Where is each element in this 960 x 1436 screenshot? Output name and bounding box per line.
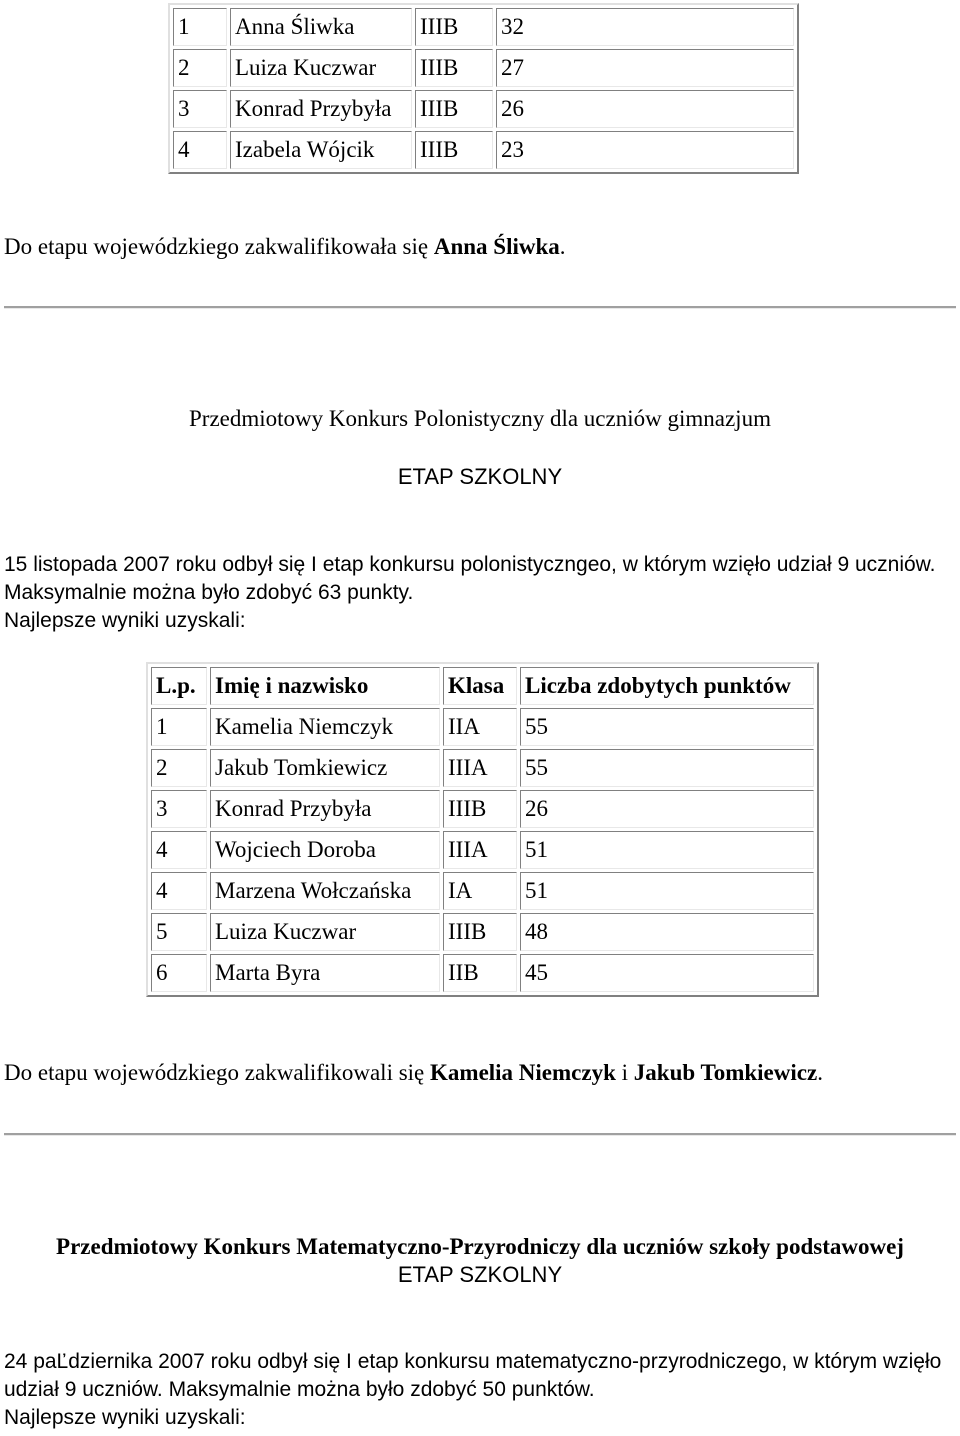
class-cell: IIIA bbox=[443, 749, 517, 787]
table-row bbox=[151, 790, 814, 828]
qualified-name-2: Jakub Tomkiewicz bbox=[633, 1060, 818, 1085]
divider-2 bbox=[4, 1133, 956, 1136]
header-class-cell: Klasa bbox=[443, 667, 517, 705]
class-cell: IIIB bbox=[415, 8, 493, 46]
name-cell: Konrad Przybyła bbox=[230, 90, 412, 128]
results-table-section1 bbox=[146, 662, 819, 997]
qualification-suffix: . bbox=[559, 234, 566, 259]
section1-qualification bbox=[4, 1059, 956, 1087]
name-cell: Marzena Wołczańska bbox=[210, 872, 440, 910]
rank-cell: 1 bbox=[173, 8, 227, 46]
points-cell: 55 bbox=[520, 749, 814, 787]
class-cell: IIIB bbox=[415, 131, 493, 169]
rank-cell: 2 bbox=[173, 49, 227, 87]
points-cell: 51 bbox=[520, 831, 814, 869]
section2-intro: 24 paĽdziernika 2007 roku odbył się I etap konkursu matematyczno-przyrodniczego, w którym wzięło udział 9 uczniów. Maksymalnie można było zdobyć 50 punktów. bbox=[4, 1350, 942, 1401]
qualification-prefix: Do etapu wojewódzkiego zakwalifikowali się bbox=[4, 1060, 431, 1085]
section1-stage: ETAP SZKOLNY bbox=[397, 464, 563, 489]
table-row bbox=[173, 90, 794, 128]
name-cell: Wojciech Doroba bbox=[210, 831, 440, 869]
points-cell: 32 bbox=[496, 8, 794, 46]
rank-cell: 4 bbox=[151, 831, 207, 869]
points-cell: 26 bbox=[520, 790, 814, 828]
section2-stage: ETAP SZKOLNY bbox=[397, 1262, 563, 1287]
section2-best-label: Najlepsze wyniki uzyskali: bbox=[4, 1406, 246, 1429]
name-cell: Konrad Przybyła bbox=[210, 790, 440, 828]
section1-best-label: Najlepsze wyniki uzyskali: bbox=[4, 609, 246, 632]
class-cell: IA bbox=[443, 872, 517, 910]
table-row bbox=[151, 954, 814, 992]
class-cell: IIIA bbox=[443, 831, 517, 869]
class-cell: IIIB bbox=[415, 90, 493, 128]
rank-cell: 3 bbox=[173, 90, 227, 128]
name-cell: Marta Byra bbox=[210, 954, 440, 992]
qualification-conjunction: i bbox=[615, 1060, 634, 1085]
points-cell: 51 bbox=[520, 872, 814, 910]
section1-intro: 15 listopada 2007 roku odbył się I etap konkursu polonistyczngeo, w którym wzięło udział 9 uczniów. Maksymalnie można było zdobyć 63 punkty. bbox=[4, 553, 936, 604]
rank-cell: 5 bbox=[151, 913, 207, 951]
divider-1 bbox=[4, 306, 956, 309]
points-cell: 23 bbox=[496, 131, 794, 169]
name-cell: Izabela Wójcik bbox=[230, 131, 412, 169]
header-points-cell: Liczba zdobytych punktów bbox=[520, 667, 814, 705]
class-cell: IIIB bbox=[443, 790, 517, 828]
points-cell: 26 bbox=[496, 90, 794, 128]
rank-cell: 4 bbox=[173, 131, 227, 169]
class-cell: IIB bbox=[443, 954, 517, 992]
rank-cell: 2 bbox=[151, 749, 207, 787]
table-header-row bbox=[151, 667, 814, 705]
table-row bbox=[151, 831, 814, 869]
class-cell: IIIB bbox=[443, 913, 517, 951]
name-cell: Anna Śliwka bbox=[230, 8, 412, 46]
table-row bbox=[151, 749, 814, 787]
header-rank-cell: L.p. bbox=[151, 667, 207, 705]
rank-cell: 3 bbox=[151, 790, 207, 828]
name-cell: Jakub Tomkiewicz bbox=[210, 749, 440, 787]
class-cell: IIIB bbox=[415, 49, 493, 87]
name-cell: Luiza Kuczwar bbox=[230, 49, 412, 87]
points-cell: 55 bbox=[520, 708, 814, 746]
section2-title: Przedmiotowy Konkurs Matematyczno-Przyrodniczy dla uczniów szkoły podstawowej bbox=[56, 1234, 904, 1259]
rank-cell: 6 bbox=[151, 954, 207, 992]
points-cell: 27 bbox=[496, 49, 794, 87]
points-cell: 48 bbox=[520, 913, 814, 951]
qualification-text-top bbox=[4, 233, 956, 261]
name-cell: Luiza Kuczwar bbox=[210, 913, 440, 951]
results-table-top bbox=[168, 3, 799, 174]
header-name-cell: Imię i nazwisko bbox=[210, 667, 440, 705]
qualification-prefix: Do etapu wojewódzkiego zakwalifikowała się bbox=[4, 234, 434, 259]
table-row bbox=[151, 708, 814, 746]
qualified-name: Anna Śliwka bbox=[433, 234, 560, 259]
qualified-name-1: Kamelia Niemczyk bbox=[430, 1060, 616, 1085]
table-row bbox=[173, 49, 794, 87]
class-cell: IIA bbox=[443, 708, 517, 746]
table-row bbox=[151, 872, 814, 910]
table-row bbox=[173, 8, 794, 46]
name-cell: Kamelia Niemczyk bbox=[210, 708, 440, 746]
rank-cell: 1 bbox=[151, 708, 207, 746]
qualification-suffix: . bbox=[817, 1060, 823, 1085]
table-row bbox=[173, 131, 794, 169]
points-cell: 45 bbox=[520, 954, 814, 992]
section1-title: Przedmiotowy Konkurs Polonistyczny dla uczniów gimnazjum bbox=[189, 406, 771, 431]
rank-cell: 4 bbox=[151, 872, 207, 910]
table-row bbox=[151, 913, 814, 951]
